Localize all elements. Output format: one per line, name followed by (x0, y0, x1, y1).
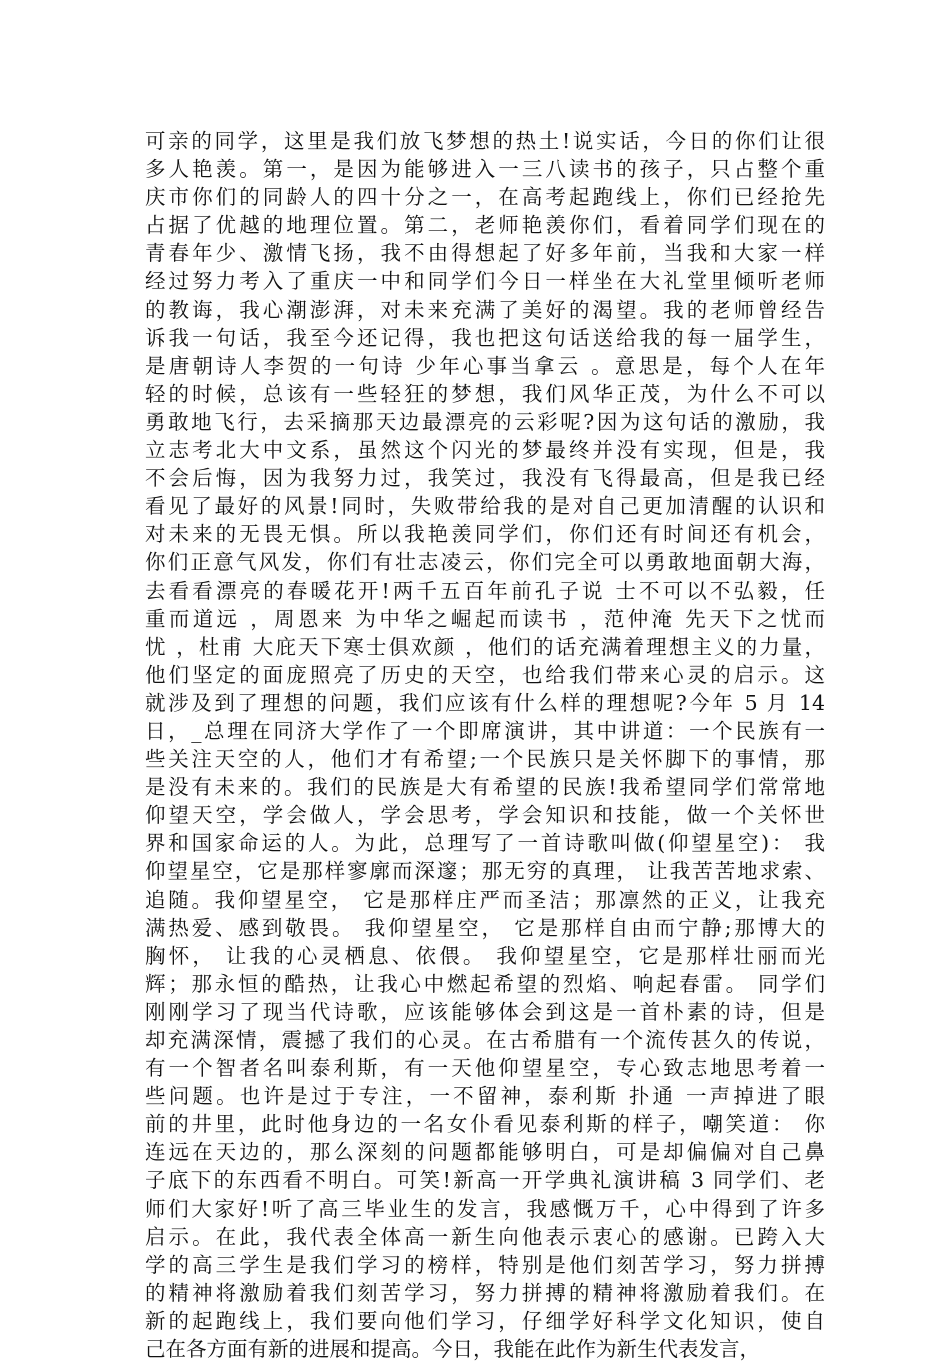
text-line: 不会后悔，因为我努力过，我笑过，我没有飞得最高，但是我已经 (145, 466, 825, 491)
body-text (145, 127, 825, 1363)
text-line: 些关注天空的人，他们才有希望;一个民族只是关怀脚下的事情，那 (145, 747, 825, 772)
text-line: 看见了最好的风景!同时，失败带给我的是对自己更加清醒的认识和 (145, 494, 825, 519)
text-line: 勇敢地飞行，去采摘那天边最漂亮的云彩呢?因为这句话的激励，我 (145, 409, 825, 434)
text-line: 可亲的同学，这里是我们放飞梦想的热土!说实话，今日的你们让很 (145, 129, 825, 153)
text-line: 就涉及到了理想的问题，我们应该有什么样的理想呢?今年 5 月 14 (145, 690, 825, 715)
text-line: 追随。我仰望星空， 它是那样庄严而圣洁；那凛然的正义，让我充 (145, 887, 825, 912)
text-line: 仰望天空，学会做人，学会思考，学会知识和技能，做一个关怀世 (145, 803, 825, 828)
text-line: 是唐朝诗人李贺的一句诗 少年心事当拿云 。意思是，每个人在年 (145, 353, 825, 378)
text-line: 却充满深情，震撼了我们的心灵。在古希腊有一个流传甚久的传说， (145, 1028, 825, 1052)
text-line: 胸怀， 让我的心灵栖息、依偎。 我仰望星空，它是那样壮丽而光 (145, 943, 825, 968)
text-line: 师们大家好!听了高三毕业生的发言，我感慨万千，心中得到了许多 (145, 1196, 825, 1221)
text-line: 刚刚学习了现当代诗歌，应该能够体会到这是一首朴素的诗，但是 (145, 999, 825, 1024)
text-line: 经过努力考入了重庆一中和同学们今日一样坐在大礼堂里倾听老师 (145, 269, 825, 294)
text-line: 有一个智者名叫泰利斯，有一天他仰望星空，专心致志地思考着一 (145, 1056, 825, 1081)
text-line: 你们正意气风发，你们有壮志凌云，你们完全可以勇敢地面朝大海， (145, 550, 825, 575)
text-line: 日，_总理在同济大学作了一个即席演讲，其中讲道：一个民族有一 (145, 718, 825, 743)
text-line: 新的起跑线上，我们要向他们学习，仔细学好科学文化知识，使自 (145, 1308, 825, 1333)
text-line: 青春年少、激情飞扬，我不由得想起了好多年前，当我和大家一样 (145, 241, 825, 266)
text-line: 忧 ，杜甫 大庇天下寒士俱欢颜 ，他们的话充满着理想主义的力量， (145, 634, 825, 659)
text-line: 去看看漂亮的春暖花开!两千五百年前孔子说 士不可以不弘毅，任 (145, 578, 825, 603)
text-line: 的精神将激励着我们刻苦学习，努力拼搏的精神将激励着我们。在 (145, 1280, 825, 1305)
text-line: 仰望星空，它是那样寥廓而深邃；那无穷的真理， 让我苦苦地求索、 (145, 859, 825, 884)
text-line: 辉；那永恒的酷热，让我心中燃起希望的烈焰、响起春雷。 同学们 (145, 971, 825, 996)
text-line: 重而道远 ，周恩来 为中华之崛起而读书 ，范仲淹 先天下之忧而 (145, 606, 825, 631)
text-line: 满热爱、感到敬畏。 我仰望星空， 它是那样自由而宁静;那博大的 (145, 915, 825, 940)
text-line: 连远在天边的，那么深刻的问题都能够明白，可是却偏偏对自己鼻 (145, 1140, 825, 1165)
text-line: 多人艳羡。第一，是因为能够进入一三八读书的孩子，只占整个重 (145, 157, 825, 182)
text-line: 庆市你们的同龄人的四十分之一，在高考起跑线上，你们已经抢先 (145, 185, 825, 210)
text-line: 轻的时候，总该有一些轻狂的梦想，我们风华正茂，为什么不可以 (145, 381, 825, 406)
text-line: 对未来的无畏无惧。所以我艳羡同学们，你们还有时间还有机会， (145, 522, 825, 547)
text-line: 启示。在此，我代表全体高一新生向他表示衷心的感谢。已跨入大 (145, 1224, 825, 1249)
text-line: 界和国家命运的人。为此，总理写了一首诗歌叫做(仰望星空)： 我 (145, 831, 825, 856)
text-line: 前的井里，此时他身边的一名女仆看见泰利斯的样子，嘲笑道： 你 (145, 1112, 825, 1137)
text-line: 些问题。也许是过于专注，一不留神，泰利斯 扑通 一声掉进了眼 (145, 1084, 825, 1109)
text-line: 他们坚定的面庞照亮了历史的天空，也给我们带来心灵的启示。这 (145, 662, 825, 687)
text-line: 己在各方面有新的进展和提高。今日，我能在此作为新生代表发言， (145, 1337, 760, 1362)
text-line: 的教诲，我心潮澎湃，对未来充满了美好的渴望。我的老师曾经告 (145, 297, 825, 322)
text-line: 立志考北大中文系，虽然这个闪光的梦最终并没有实现，但是，我 (145, 438, 825, 463)
text-line: 学的高三学生是我们学习的榜样，特别是他们刻苦学习，努力拼搏 (145, 1252, 825, 1277)
text-line: 子底下的东西看不明白。可笑!新高一开学典礼演讲稿 3 同学们、老 (145, 1168, 825, 1193)
text-line: 占据了优越的地理位置。第二，老师艳羡你们，看着同学们现在的 (145, 213, 825, 238)
text-line: 诉我一句话，我至今还记得，我也把这句话送给我的每一届学生， (145, 325, 825, 350)
text-line: 是没有未来的。我们的民族是大有希望的民族!我希望同学们常常地 (145, 775, 825, 800)
